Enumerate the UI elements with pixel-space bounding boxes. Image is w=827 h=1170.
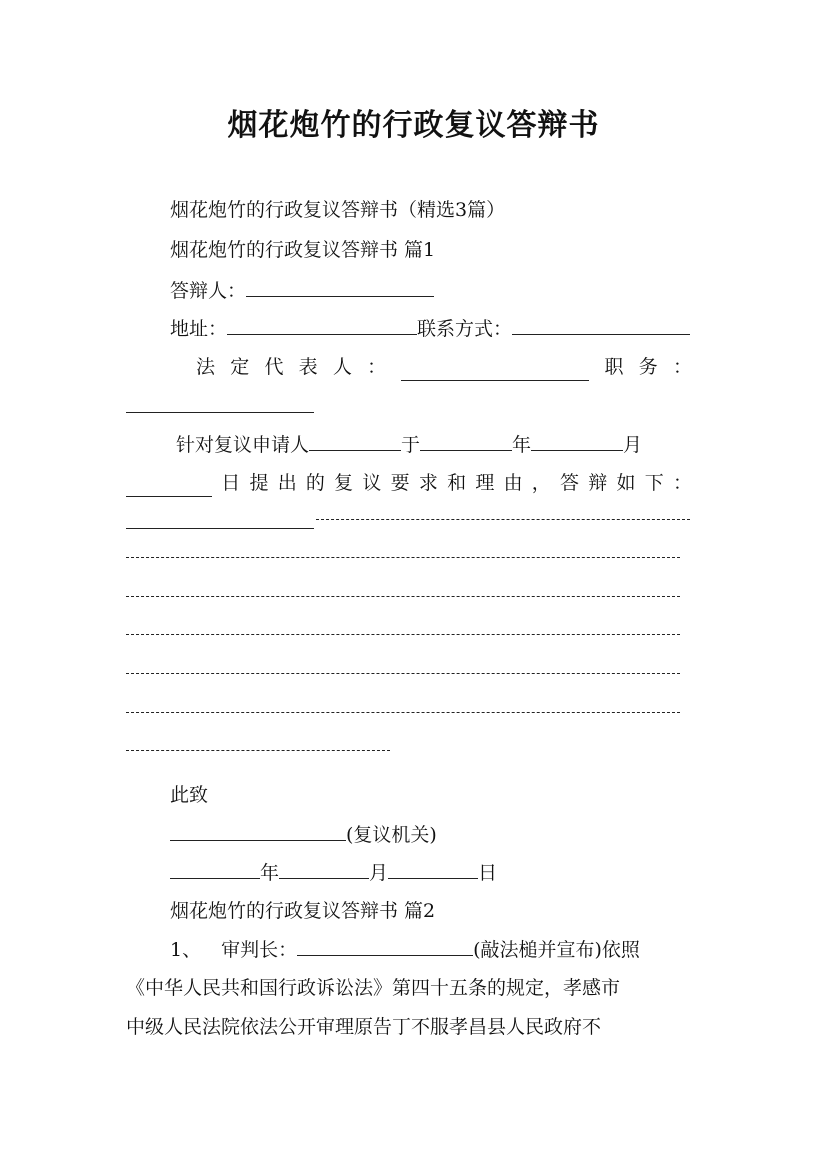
recipient-blank[interactable] xyxy=(170,820,346,841)
answer-blank[interactable] xyxy=(126,508,314,529)
address-label: 地址： xyxy=(170,318,228,340)
judge-line xyxy=(170,935,640,964)
date-month-label: 月 xyxy=(369,862,389,884)
document-subtitle: 烟花炮竹的行政复议答辩书（精选3篇） xyxy=(170,199,506,221)
day-blank[interactable] xyxy=(126,476,212,497)
answer-dash-line[interactable] xyxy=(126,673,680,674)
judge-label: 审判长： xyxy=(221,939,298,961)
para-char: 提 xyxy=(249,472,269,494)
legal-rep-blank[interactable] xyxy=(401,360,589,381)
legal-rep-char: 表 xyxy=(298,356,318,378)
position-line xyxy=(126,392,314,421)
para-char: 议 xyxy=(362,472,382,494)
gavel-note: (敲法槌并宣布)依照 xyxy=(473,939,640,961)
para-text: 针对复议申请人 xyxy=(176,434,310,456)
position-char: ： xyxy=(672,356,692,378)
part2-line-2: 《中华人民共和国行政诉讼法》第四十五条的规定，孝感市 xyxy=(126,977,621,999)
para-char: 和 xyxy=(447,472,467,494)
contact-blank[interactable] xyxy=(512,314,690,335)
para-text: 于 xyxy=(401,434,421,456)
date-day-blank[interactable] xyxy=(388,858,478,879)
date-line xyxy=(170,858,497,887)
date-month-blank[interactable] xyxy=(279,858,369,879)
paragraph-line-2 xyxy=(126,469,692,497)
answer-dash-line[interactable] xyxy=(126,596,680,597)
position-char: 职 xyxy=(604,356,624,378)
para-char: 辩 xyxy=(588,472,608,494)
answer-dash-line[interactable] xyxy=(126,712,680,713)
legal-rep-char: 法 xyxy=(196,356,216,378)
legal-rep-char: 代 xyxy=(264,356,284,378)
para-char: ， xyxy=(531,472,551,494)
closing-text: 此致 xyxy=(170,784,209,806)
para-char: 复 xyxy=(334,472,354,494)
para-char: 日 xyxy=(221,472,241,494)
legal-representative-line xyxy=(196,353,692,381)
answer-dash-line[interactable] xyxy=(126,557,680,558)
answer-dash-line[interactable] xyxy=(316,519,690,520)
para-char: 理 xyxy=(475,472,495,494)
position-blank[interactable] xyxy=(126,392,314,413)
para-char: 如 xyxy=(616,472,636,494)
year-blank[interactable] xyxy=(420,430,512,451)
para-text: 月 xyxy=(623,434,643,456)
para-char: 的 xyxy=(305,472,325,494)
respondent-label: 答辩人： xyxy=(170,280,247,302)
date-year-blank[interactable] xyxy=(170,858,260,879)
answer-dash-line[interactable] xyxy=(126,634,680,635)
part2-line-3: 中级人民法院依法公开审理原告丁不服孝昌县人民政府不 xyxy=(126,1016,602,1038)
address-blank[interactable] xyxy=(227,314,417,335)
position-char: 务 xyxy=(638,356,658,378)
address-line xyxy=(170,314,690,343)
answer-line-first xyxy=(126,508,314,537)
para-char: 要 xyxy=(390,472,410,494)
recipient-line xyxy=(170,820,437,849)
legal-rep-char: 定 xyxy=(230,356,250,378)
para-char: 出 xyxy=(277,472,297,494)
part1-heading: 烟花炮竹的行政复议答辩书 篇1 xyxy=(170,239,436,261)
month-blank[interactable] xyxy=(531,430,623,451)
judge-blank[interactable] xyxy=(297,935,473,956)
date-day-label: 日 xyxy=(478,862,498,884)
para-char: 下 xyxy=(644,472,664,494)
legal-rep-char: ： xyxy=(367,356,387,378)
para-text: 年 xyxy=(512,434,532,456)
part2-heading: 烟花炮竹的行政复议答辩书 篇2 xyxy=(170,900,436,922)
answer-dash-line[interactable] xyxy=(126,750,390,751)
para-char: 答 xyxy=(560,472,580,494)
contact-label: 联系方式： xyxy=(417,318,513,340)
respondent-blank[interactable] xyxy=(246,276,434,297)
document-title: 烟花炮竹的行政复议答辩书 xyxy=(227,108,600,143)
para-char: 求 xyxy=(418,472,438,494)
date-year-label: 年 xyxy=(260,862,280,884)
para-char: ： xyxy=(672,472,692,494)
para-char: 由 xyxy=(503,472,523,494)
recipient-label: (复议机关) xyxy=(346,824,437,846)
legal-rep-char: 人 xyxy=(332,356,352,378)
applicant-blank[interactable] xyxy=(309,430,401,451)
respondent-line xyxy=(170,276,434,305)
paragraph-line-1 xyxy=(176,430,642,459)
item-number: 1、 xyxy=(170,939,202,961)
